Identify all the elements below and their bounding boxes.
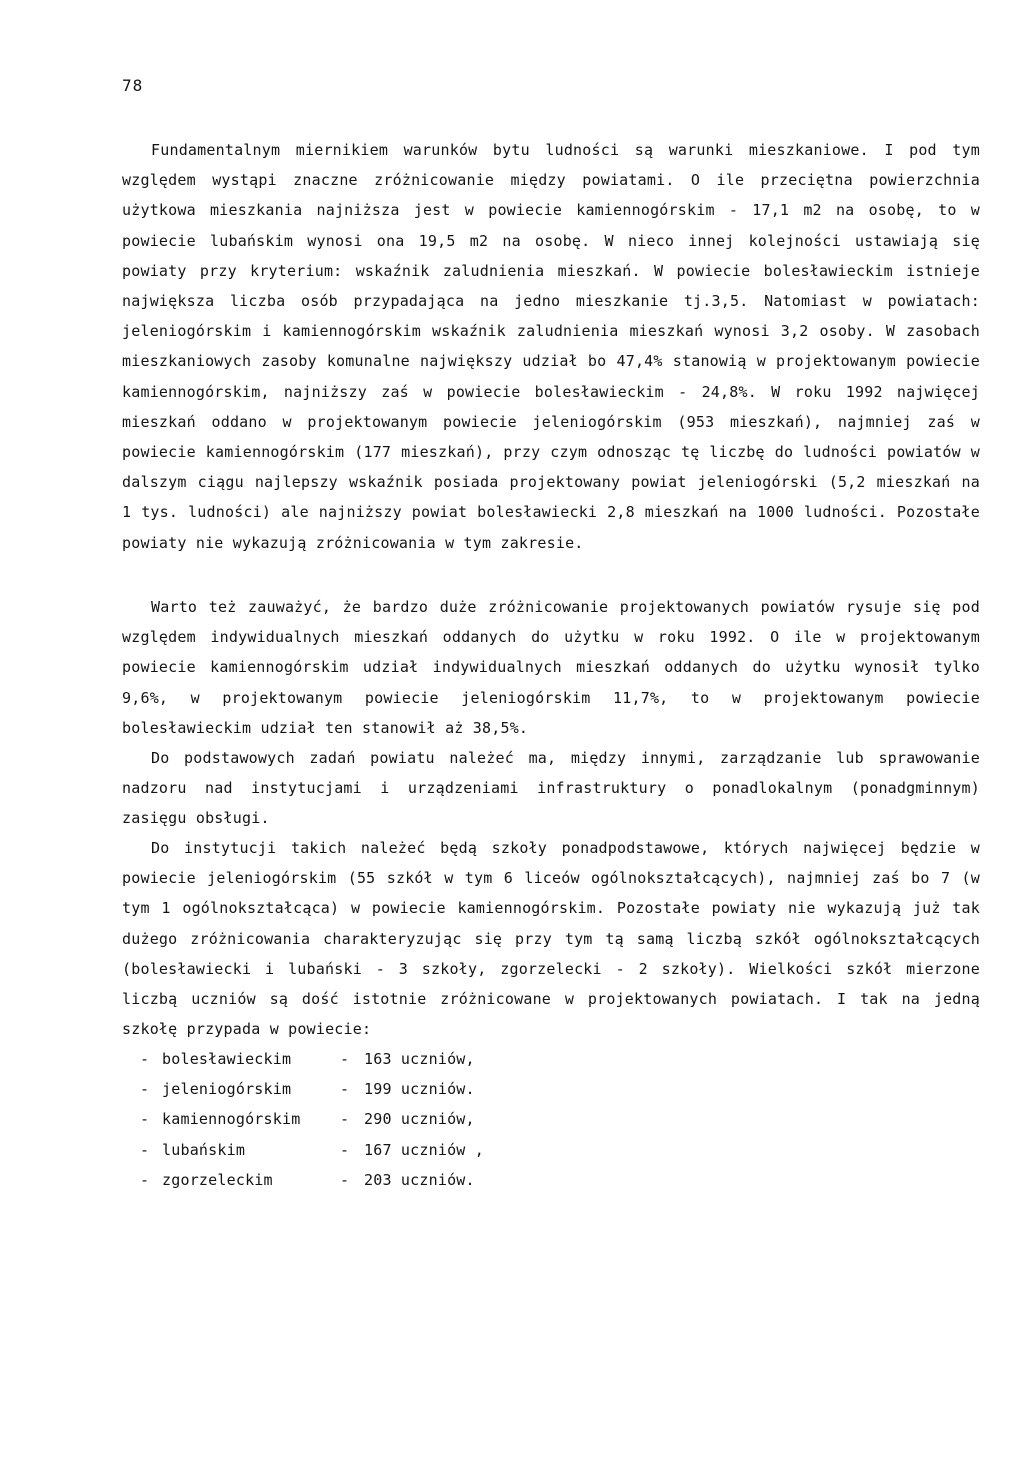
list-dash: - bbox=[140, 1140, 150, 1159]
list-separator: - bbox=[340, 1170, 350, 1189]
page-number: 78 bbox=[122, 76, 144, 95]
list-separator: - bbox=[340, 1140, 350, 1159]
list-dash: - bbox=[140, 1080, 150, 1099]
student-count: 163 uczniów, bbox=[364, 1050, 475, 1068]
student-count: 290 uczniów, bbox=[364, 1110, 475, 1129]
district-name: jeleniogórskim bbox=[162, 1080, 292, 1099]
list-item bbox=[140, 1135, 484, 1165]
list-dash: - bbox=[140, 1170, 150, 1189]
district-name: lubańskim bbox=[162, 1140, 246, 1159]
district-name: zgorzeleckim bbox=[162, 1170, 273, 1189]
student-count: 203 uczniów. bbox=[364, 1170, 475, 1189]
paragraph-text: Warto też zauważyć, że bardzo duże zróżnicowanie projektowanych powiatów rysuje się pod względem indywidualnych mieszkań oddanych do użytku w roku 1992. O ile w projektowanym powiecie kamiennogórskim udział indywidualnych mieszkań oddanych do użytku wynosił tylko 9,6%, w projektowanym powiecie jeleniogórskim 11,7%, to w projektowanym powiecie bolesławieckim udział ten stanowił aż 38,5%. bbox=[122, 598, 980, 737]
district-name: kamiennogórskim bbox=[162, 1110, 301, 1129]
list-item bbox=[140, 1074, 484, 1104]
paragraph-district-tasks bbox=[122, 743, 980, 834]
paragraph-individual-dwellings bbox=[122, 592, 980, 743]
list-item bbox=[140, 1104, 484, 1134]
school-size-list bbox=[140, 1044, 484, 1195]
district-name: bolesławieckim bbox=[162, 1050, 292, 1068]
paragraph-schools bbox=[122, 833, 980, 1044]
student-count: 199 uczniów. bbox=[364, 1080, 475, 1099]
list-dash: - bbox=[140, 1050, 150, 1068]
paragraph-text: Fundamentalnym miernikiem warunków bytu ludności są warunki mieszkaniowe. I pod tym względem wystąpi znaczne zróżnicowanie między powiatami. O ile przeciętna powierzchnia użytkowa mieszkania najniższa jest w powiecie kamiennogórskim - 17,1 m2 na osobę, to w powiecie lubańskim wynosi ona 19,5 m2 na osobę. W nieco innej kolejności ustawiają się powiaty przy kryterium: wskaźnik zaludnienia mieszkań. W powiecie bolesławieckim istnieje największa liczba osób przypadająca na jedno mieszkanie tj.3,5. Natomiast w powiatach: jeleniogórskim i kamiennogórskim wskaźnik zaludnienia mieszkań wynosi 3,2 osoby. W zasobach mieszkaniowych zasoby komunalne największy udział bo 47,4% stanowią w projektowanym powiecie kamiennogórskim, najniższy zaś w powiecie bolesławieckim - 24,8%. W roku 1992 najwięcej mieszkań oddano w projektowanym powiecie jeleniogórskim (953 mieszkań), najmniej zaś w powiecie kamiennogórskim (177 mieszkań), przy czym odnosząc tę liczbę do ludności powiatów w dalszym ciągu najlepszy wskaźnik posiada projektowany powiat jeleniogórski (5,2 mieszkań na 1 tys. ludności) ale najniższy powiat bolesławiecki 2,8 mieszkań na 1000 ludności. Pozostałe powiaty nie wykazują zróżnicowania w tym zakresie. bbox=[122, 141, 980, 552]
list-item bbox=[140, 1044, 484, 1074]
student-count: 167 uczniów , bbox=[364, 1140, 484, 1159]
paragraph-text: Do podstawowych zadań powiatu należeć ma, między innymi, zarządzanie lub sprawowanie nadzoru nad instytucjami i urządzeniami infrastruktury o ponadlokalnym (ponadgminnym) zasięgu obsługi. bbox=[122, 749, 980, 828]
list-separator: - bbox=[340, 1050, 350, 1068]
list-separator: - bbox=[340, 1110, 350, 1129]
list-dash: - bbox=[140, 1110, 150, 1129]
list-separator: - bbox=[340, 1080, 350, 1099]
list-item bbox=[140, 1165, 484, 1195]
paragraph-housing-conditions bbox=[122, 135, 980, 558]
paragraph-text: Do instytucji takich należeć będą szkoły ponadpodstawowe, których najwięcej będzie w powiecie jeleniogórskim (55 szkół w tym 6 liceów ogólnokształcących), najmniej zaś bo 7 (w tym 1 ogólnokształcąca) w powiecie kamiennogórskim. Pozostałe powiaty nie wykazują już tak dużego zróżnicowania charakteryzując się przy tym tą samą liczbą szkół ogólnokształcących (bolesławiecki i lubański - 3 szkoły, zgorzelecki - 2 szkoły). Wielkości szkół mierzone liczbą uczniów są dość istotnie zróżnicowane w projektowanych powiatach. I tak na jedną szkołę przypada w powiecie: bbox=[122, 839, 980, 1039]
